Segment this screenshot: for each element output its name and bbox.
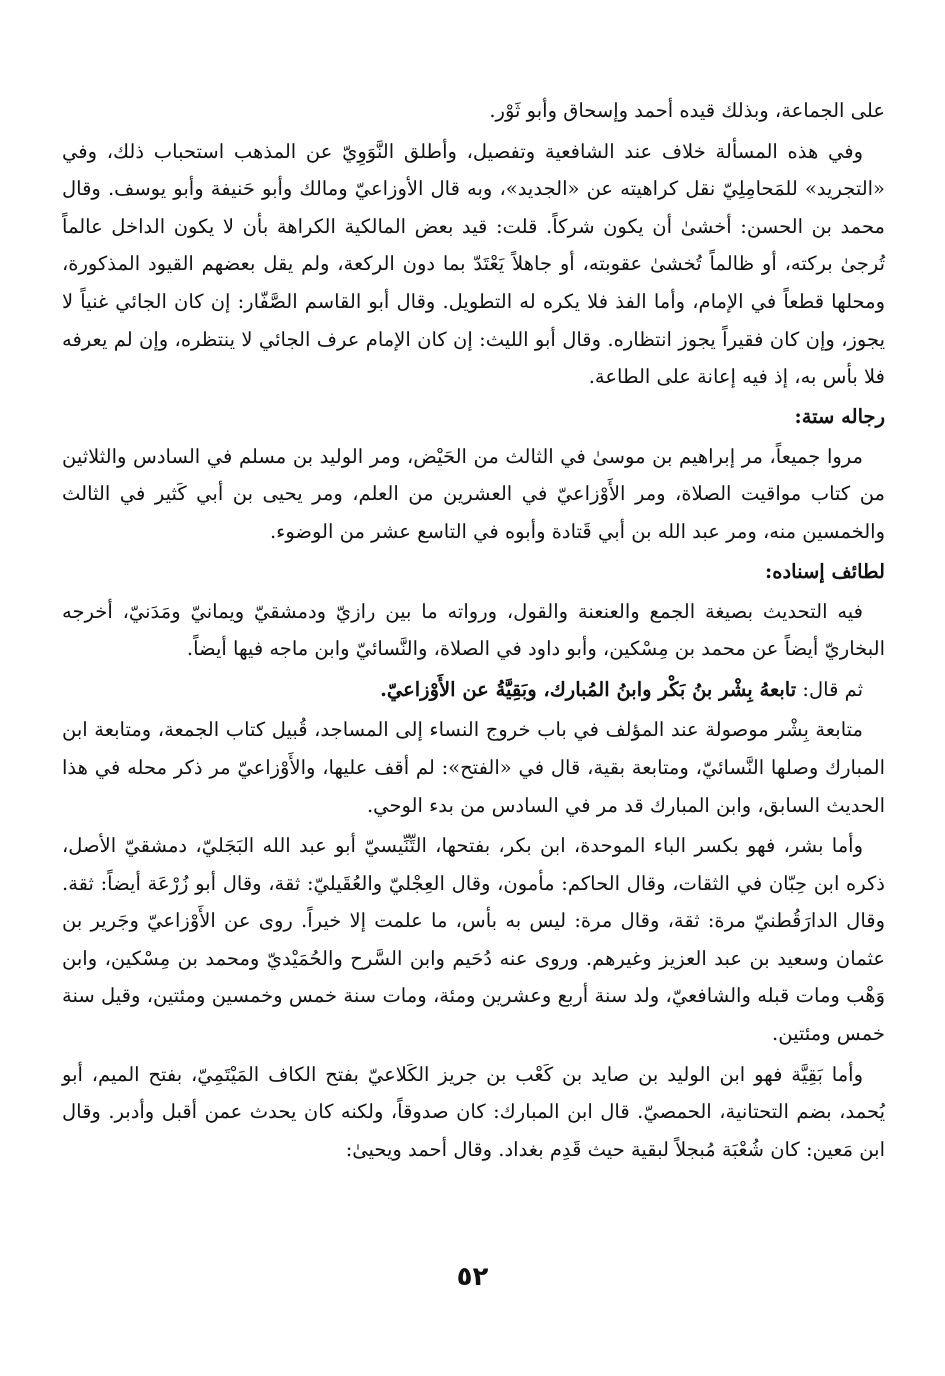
heading-isnad: لطائف إسناده:: [765, 559, 885, 583]
paragraph-7: وأما بشر، فهو بكسر الباء الموحدة، ابن بكر، بفتحها، التِّنِّيسيّ أبو عبد الله البَجَليّ، دمشقيّ الأصل، ذكره ابن حِبّان في الثقات، وقال الحاكم: مأمون، وقال العِجْليّ والعُقَيليّ: ثقة، وقال أبو زُرْعَة أيضاً: ثقة. وقال الدارَقُطنيّ مرة: ثقة، وقال مرة: ليس به بأس، ما علمت إلا خيراً. روى عن الأَوْزاعيّ وجَرير بن عثمان وسعيد بن عبد العزيز وغيرهم. وروى عنه دُحَيم وابن السَّرح والحُمَيْديّ ومحمد بن مِسْكين، وابن وَهْب ومات قبله والشافعيّ، ولد سنة أربع وعشرين ومئة، ومات سنة خمس وخمسين ومئتين، وقيل سنة خمس ومئتين.: [62, 834, 885, 1046]
paragraph-3: مروا جميعاً، مر إبراهيم بن موسىٰ في الثالث من الحَيْض، ومر الوليد بن مسلم في السادس والثلاثين من كتاب مواقيت الصلاة، ومر الأَوْزاعيّ في العشرين من العلم، ومر يحيى بن أبي كَثير في الثالث والخمسين منه، ومر عبد الله بن أبي قَتادة وأبوه في التاسع عشر من الوضوء.: [62, 444, 885, 543]
paragraph-8: وأما بَقِيَّة فهو ابن الوليد بن صايد بن كَعْب بن جريز الكَلاعيّ بفتح الكاف المَيْتَمِيّ، بفتح الميم، أبو يُحمد، بضم التحتانية، الحمصيّ. قال ابن المبارك: كان صدوقاً، ولكنه كان يحدث عمن أقبل وأدبر. وقال ابن مَعين: كان شُعْبَة مُبجلاً لبقية حيث قَدِم بغداد. وقال أحمد ويحيىٰ:: [62, 1062, 885, 1161]
paragraph-1: على الجماعة، وبذلك قيده أحمد وإسحاق وأبو ثَوْر.: [489, 99, 885, 122]
paragraph-4: فيه التحديث بصيغة الجمع والعنعنة والقول، ورواته ما بين رازيّ ودمشقيّ ويمانيّ ومَدَنيّ، أخرجه البخاريّ أيضاً عن محمد بن مِسْكين، وأبو داود في الصلاة، والنَّسائيّ وابن ماجه فيها أيضاً.: [62, 599, 885, 661]
hadith-quote: تابعهُ بِشْر بنُ بَكْر وابنُ المُبارك، وبَقِيَّةُ عن الأَوْزاعيّ.: [380, 677, 797, 701]
paragraph-5: [62, 671, 885, 709]
quote-intro: ثم قال:: [796, 677, 863, 701]
paragraph-6: متابعة بِشْر موصولة عند المؤلف في باب خروج النساء إلى المساجد، قُبيل كتاب الجمعة، ومتابعة ابن المبارك وصلها النَّسائيّ، ومتابعة بقية، قال في «الفتح»: لم أقف عليها، والأَوْزاعيّ مر ذكر محله في هذا الحديث السابق، وابن المبارك قد مر في السادس من بدء الوحي.: [62, 718, 885, 817]
heading-narrators: رجاله ستة:: [794, 404, 885, 428]
page-number: ٥٢: [456, 1262, 489, 1292]
paragraph-2: وفي هذه المسألة خلاف عند الشافعية وتفصيل، وأطلق النَّوَوِيّ عن المذهب استحباب ذلك، وفي «التجريد» للمَحامِلِيّ نقل كراهيته عن «الجديد»، وبه قال الأوزاعيّ ومالك وأبو حَنيفة وأبو يوسف. وقال محمد بن الحسن: أخشىٰ أن يكون شركاً. قلت: قيد بعض المالكية الكراهة بأن لا يكون الداخل عالماً تُرجىٰ بركته، أو ظالماً تُخشىٰ عقوبته، أو جاهلاً يَعْتَدّ بما دون الركعة، ولم يقل بعضهم القيود المذكورة، ومحلها قطعاً في الإمام، وأما الفذ فلا يكره له التطويل. وقال أبو القاسم الصَّفّار: إن كان الجائي غنياً لا يجوز، وإن كان فقيراً يجوز انتظاره. وقال أبو الليث: إن كان الإمام عرف الجائي لا ينتظره، وإن لم يعرفه فلا بأس به، إذ فيه إعانة على الطاعة.: [62, 139, 885, 389]
page-body: [62, 92, 885, 1171]
